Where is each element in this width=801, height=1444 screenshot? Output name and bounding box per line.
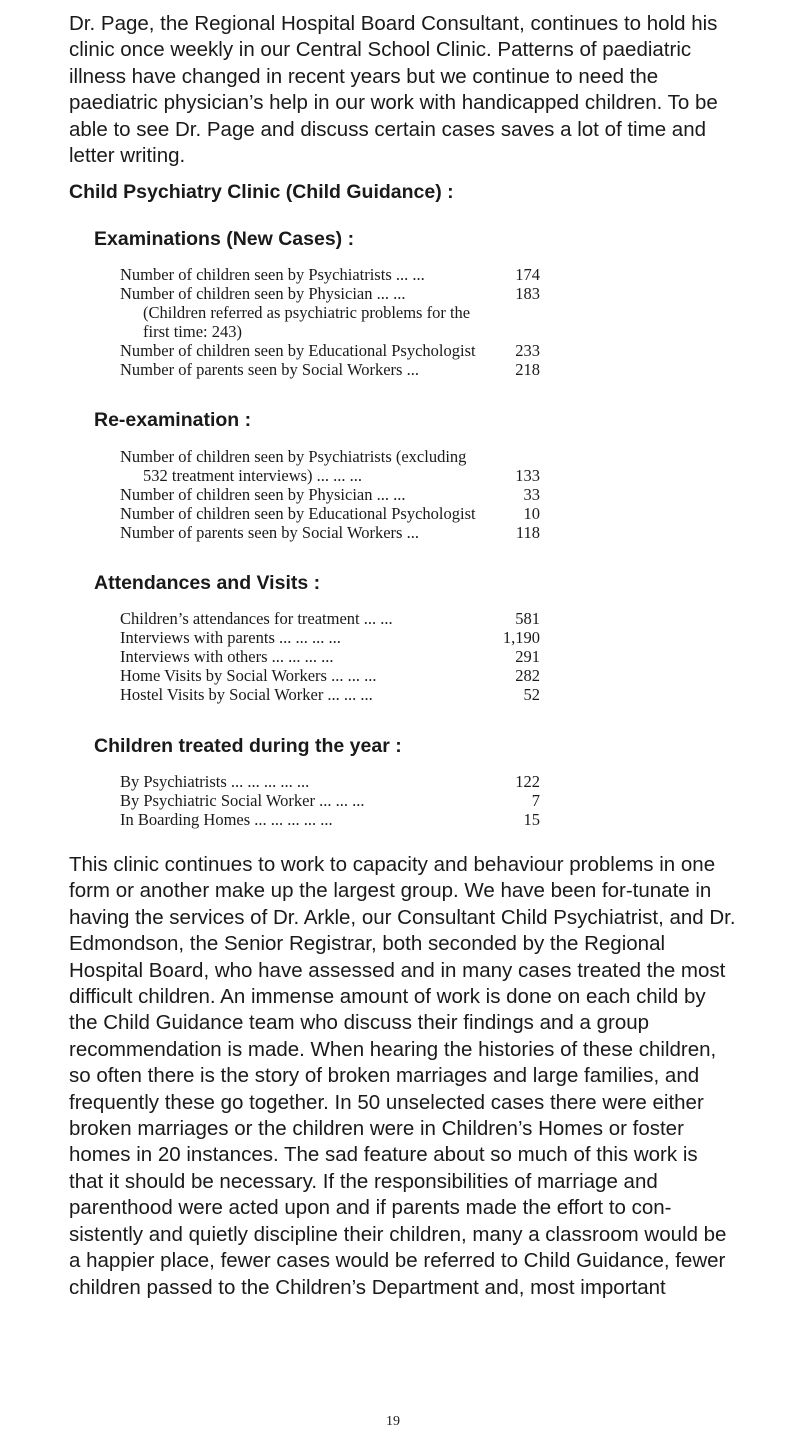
reexamination-table (120, 447, 540, 542)
table-row: Hostel Visits by Social Worker ... ... ... 52 (120, 685, 540, 704)
table-row: Number of children seen by Psychiatrists (excluding (120, 447, 467, 466)
table-row: By Psychiatrists ... ... ... ... ... 122 (120, 772, 540, 791)
clinic-title: Child Psychiatry Clinic (Child Guidance) : (69, 181, 454, 203)
table-row: Number of children seen by Physician ... ... 183 (120, 284, 540, 303)
attendances-heading: Attendances and Visits : (94, 572, 321, 594)
page-number: 19 (386, 1414, 400, 1429)
table-row: Number of children seen by Physician ... ... 33 (120, 485, 540, 504)
treated-heading: Children treated during the year : (94, 735, 402, 757)
examinations-table (120, 265, 540, 379)
table-row: Home Visits by Social Workers ... ... ... 282 (120, 666, 540, 685)
reexamination-heading: Re-examination : (94, 409, 252, 431)
table-row: By Psychiatric Social Worker ... ... ... 7 (120, 791, 540, 810)
table-row: Children’s attendances for treatment ... ... 581 (120, 609, 540, 628)
attendances-table (120, 609, 540, 704)
table-row: 532 treatment interviews) ... ... ... 133 (143, 466, 540, 485)
table-row: Number of parents seen by Social Workers ... 118 (120, 523, 540, 542)
table-row: Number of parents seen by Social Workers ... 218 (120, 360, 540, 379)
table-row: Interviews with others ... ... ... ... 291 (120, 647, 540, 666)
table-row: (Children referred as psychiatric problems for the (143, 303, 471, 322)
table-row: Interviews with parents ... ... ... ... 1,190 (120, 628, 540, 647)
treated-table (120, 772, 540, 829)
table-row: In Boarding Homes ... ... ... ... ... 15 (120, 810, 540, 829)
intro-paragraph: Dr. Page, the Regional Hospital Board Consultant, continues to hold his clinic once weekly in our Central School Clinic. Patterns of paediatric illness have changed in recent years but we continue to need the paediatric physician’s help in our work with handicapped children. To be able to see Dr. Page and discuss certain cases saves a lot of time and letter writing. (69, 12, 718, 168)
closing-paragraph: This clinic continues to work to capacity and behaviour problems in one form or another make up the largest group. We have been for-tunate in having the services of Dr. Arkle, our Consultant Child Psychiatrist, and Dr. Edmondson, the Senior Registrar, both seconded by the Regional Hospital Board, who have assessed and in many cases treated the most difficult children. An immense amount of work is done on each child by the Child Guidance team who discuss their findings and a group recommendation is made. When hearing the histories of these children, so often there is the story of broken marriages and large families, and frequently these go together. In 50 unselected cases there were either broken marriages or the children were in Children’s Homes or foster homes in 20 instances. The sad feature about so much of this work is that it should be necessary. If the responsibilities of marriage and parenthood were acted upon and if parents made the effort to con-sistently and quietly discipline their children, many a classroom would be a happier place, fewer cases would be referred to Child Guidance, fewer children passed to the Children’s Department and, most important (69, 853, 736, 1299)
examinations-heading: Examinations (New Cases) : (94, 228, 355, 250)
table-row: Number of children seen by Educational Psychologist 10 (120, 504, 540, 523)
table-row: Number of children seen by Educational Psychologist 233 (120, 341, 540, 360)
table-row: Number of children seen by Psychiatrists ... ... 174 (120, 265, 540, 284)
table-row: first time: 243) (143, 322, 242, 341)
